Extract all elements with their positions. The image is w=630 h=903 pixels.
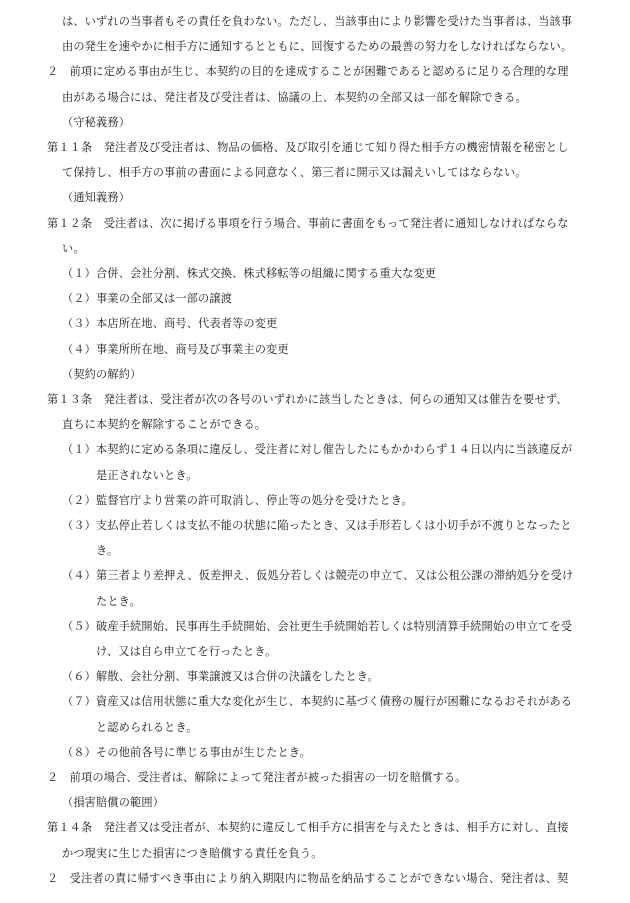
text-line: い。 — [62, 242, 85, 255]
list-item-cont: 是正されないとき。 — [96, 469, 198, 482]
list-item: （１）本契約に定める条項に違反し、受注者に対し催告したにもかかわらず１４日以内に当該違反が — [62, 443, 573, 456]
list-item-cont: け、又は自ら申立てを行ったとき。 — [96, 645, 277, 658]
text-line: ２ 受注者の責に帰すべき事由により納入期限内に物品を納品することができない場合、発注者は、契 — [47, 872, 569, 885]
list-item: （７）資産又は信用状態に重大な変化が生じ、本契約に基づく債務の履行が困難になるおそれがある — [62, 695, 573, 708]
section-heading: （守秘義務） — [62, 116, 131, 129]
text-line: 由がある場合には、発注者及び受注者は、協議の上、本契約の全部又は一部を解除できる。 — [62, 91, 527, 104]
text-line: て保持し、相手方の事前の書面による同意なく、第三者に開示又は漏えいしてはならない。 — [62, 166, 527, 179]
list-item: （２）監督官庁より営業の許可取消し、停止等の処分を受けたとき。 — [62, 494, 414, 507]
text-line: 第１２条 受注者は、次に掲げる事項を行う場合、事前に書面をもって発注者に通知しなければならな — [47, 217, 569, 230]
list-item-cont: たとき。 — [96, 595, 141, 608]
text-line: 第１３条 発注者は、受注者が次の各号のいずれかに該当したときは、何らの通知又は催告を要せず、 — [47, 393, 568, 406]
text-line: （８）その他前各号に準じる事由が生じたとき。 — [62, 746, 311, 759]
text-line: かつ現実に生じた損害につき賠償する責任を負う。 — [62, 847, 323, 860]
text-line: 直ちに本契約を解除することができる。 — [62, 418, 267, 431]
section-heading: （損害賠償の範囲） — [62, 796, 165, 809]
text-line: 第１４条 発注者又は受注者が、本契約に違反して相手方に損害を与えたときは、相手方に対し、直接 — [47, 821, 569, 834]
list-item: （３）支払停止若しくは支払不能の状態に陥ったとき、又は手形若しくは小切手が不渡りとなったと — [62, 519, 572, 532]
list-item: （４）事業所所在地、商号及び事業主の変更 — [62, 343, 289, 356]
list-item: （２）事業の全部又は一部の譲渡 — [62, 292, 233, 305]
section-heading: （契約の解約） — [62, 368, 142, 381]
text-line: 第１１条 発注者及び受注者は、物品の価格、及び取引を通じて知り得た相手方の機密情報を秘密とし — [47, 141, 569, 154]
list-item: （６）解散、会社分割、事業譲渡又は合併の決議をしたとき。 — [62, 670, 380, 683]
list-item-cont: と認められるとき。 — [96, 721, 198, 734]
section-heading: （通知義務） — [62, 191, 131, 204]
list-item: （３）本店所在地、商号、代表者等の変更 — [62, 317, 278, 330]
list-item: （１）合併、会社分割、株式交換、株式移転等の組織に関する重大な変更 — [62, 267, 437, 280]
text-line: ２ 前項に定める事由が生じ、本契約の目的を達成することが困難であると認めるに足りる合理的な理 — [47, 65, 569, 78]
list-item: （５）破産手続開始、民事再生手続開始、会社更生手続開始若しくは特別清算手続開始の申立てを受 — [62, 620, 573, 633]
text-line: ２ 前項の場合、受注者は、解除によって発注者が被った損害の一切を賠償する。 — [47, 771, 467, 784]
list-item-cont: き。 — [96, 544, 119, 557]
list-item: （４）第三者より差押え、仮差押え、仮処分若しくは競売の申立て、又は公租公課の滞納処分を受け — [62, 569, 574, 582]
text-line: 由の発生を速やかに相手方に通知するとともに、回復するための最善の努力をしなければならない。 — [62, 40, 573, 53]
text-line: は、いずれの当事者もその責任を負わない。ただし、当該事由により影響を受けた当事者は、当該事 — [62, 15, 573, 28]
